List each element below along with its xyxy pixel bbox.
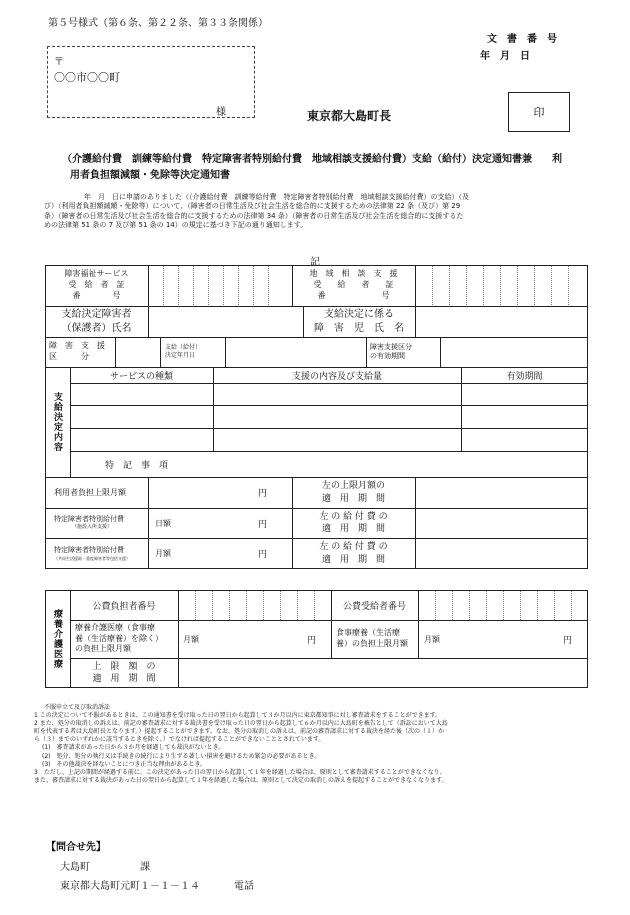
document-title-line1: （介護給付費 訓練等給付費 特定障害者特別給付費 地域相談支援給付費）支給（給付）決定通知書兼 利: [62, 154, 562, 165]
contact-phone-label: 電話: [234, 881, 254, 892]
seal-box: [508, 92, 570, 132]
notice-body: [44, 193, 604, 231]
note-3b: また、審査請求に対する裁決があった日の翌日から起算して１年を経過した場合は、原則として決定の取消しの訴えを提起することができなくなります。: [34, 776, 448, 784]
monthly-amount-label: 月額: [155, 549, 171, 558]
local-cert-label: 地 域 相 談 支 援 受 給 者 証 番 号: [309, 269, 398, 300]
daily-yen: 円: [258, 519, 268, 530]
medical-limit-label: 療養介護医療（食事療 養（生活療養）を除く） の負担上限月額: [75, 622, 163, 654]
date-line: 年 月 日: [480, 51, 530, 62]
class-validity-label: 障害支援区分 の有効期間: [370, 342, 412, 360]
address-box: [47, 46, 255, 118]
recipient-number-label: 公費受給者番号: [342, 601, 406, 612]
appeal-notes: [34, 704, 606, 785]
special-benefit-facility-label: 特定障害者特別給付費 （施設入所支援）: [54, 514, 124, 531]
note-sub-2: (2) 処分、処分の執行又は手続きの続行により生ずる著しい損害を避けるため緊急の必要があるとき。: [42, 752, 321, 760]
payer-number-label: 公費負担者番号: [92, 601, 156, 612]
body-line: び）（利用者負担額減額・免除等）について、（障害者の日常生活及び社会生活を総合的に支援するための法律第 22 条（及び）第 29: [44, 202, 461, 211]
note-sub-3: (3) その他裁決を経ないことにつき正当な理由があるとき。: [42, 760, 207, 768]
seal-label: 印: [533, 106, 545, 119]
meal-yen: 円: [563, 635, 573, 646]
address-city: 〇〇市〇〇町: [54, 71, 120, 84]
medical-period-label: 上 限 額 の 適 用 期 間: [92, 661, 156, 684]
benefit-period-label: 左 の 給 付 費 の 適 用 期 間: [319, 511, 388, 534]
ki-label: 記: [310, 257, 320, 268]
content-side-label: 支給決定内容: [52, 392, 62, 452]
note-sub-1: (1) 審査請求があった日から３か月を経過しても裁決がないとき。: [42, 744, 225, 752]
issuer-name: 東京都大島町長: [307, 109, 392, 123]
meal-limit-label: 食事療養（生活療 養）の負担上限月額: [336, 628, 408, 648]
limit-period-label: 左の上限月額の 適 用 期 間: [321, 481, 385, 504]
daily-amount-label: 日額: [155, 518, 171, 528]
note-1: 1 この決定について不服があるときは、この通知書を受け取った日の翌日から起算して３か月以内に東京都知事に対し審査請求をすることができます。: [34, 712, 442, 720]
note-2b: 町を代表する者は大島町長となります。）提起することができます。なお、処分の取消しの訴えは、前記の審査請求に対する裁決を経た後（次の（１）か: [34, 728, 445, 736]
document-title-line2: 用者負担額減額・免除等決定通知書: [70, 170, 230, 181]
contact-department: 大島町 課: [60, 862, 150, 873]
medical-yen: 円: [307, 635, 317, 646]
special-benefit-group-label: 特定障害者特別給付費 （共同生活援助・重度障害者等包括支援）: [54, 546, 130, 561]
col-amount-header: 支援の内容及び支給量: [291, 371, 382, 382]
col-service-header: サービスの種類: [109, 371, 173, 382]
meal-monthly-label: 月額: [424, 634, 440, 644]
child-name-label: 支給決定に係る 障 害 児 氏 名: [314, 309, 404, 334]
addressee-honorific: 様: [216, 107, 226, 118]
recipient-cert-label: 障害福祉サービス 受 給 者 証 番 号: [64, 269, 129, 300]
note-2a: 2 また、処分の取消しの訴えは、前記の審査請求に対する裁決書を受け取った日の翌日から起算して６か月以内に大島町を被告として（訴訟において大島: [34, 720, 448, 728]
col-valid-header: 有効期間: [506, 371, 543, 382]
contact-heading: 【問合せ先】: [46, 842, 106, 853]
medical-side-label: 療養介護医療: [52, 609, 62, 669]
monthly-yen: 円: [258, 550, 268, 560]
decision-date-label: 支給（給付） 決定年月日: [165, 343, 202, 359]
note-2c: ら（３）までのいずれかに該当するときを除く。）でなければ提起することができないこととされています。: [34, 736, 325, 744]
burden-limit-yen: 円: [258, 489, 268, 499]
special-notes-label: 特 記 事 項: [105, 460, 169, 471]
body-line: めの法律第 51 条の 7 及び第 51 条の 14）の規定に基づき下記の通り通知します。: [44, 221, 308, 230]
decided-person-label: 支給決定障害者 （保護者）氏名: [61, 309, 132, 334]
body-line: 条）（障害者の日常生活及び社会生活を総合的に支援するための法律第 34 条）（障害者の日常生活及び社会生活を総合的に支援するた: [44, 211, 464, 220]
note-3a: 3 ただし、上記の期間が経過する前に、この決定があった日の翌日から起算して１年を経過した場合は、原則として審査請求することができなくなり、: [34, 768, 446, 776]
body-line: 年 月 日に申請のありました（（介護給付費 訓練等給付費 特定障害者特別給付費 地域相談支援給付費）の支給）（及: [84, 193, 469, 201]
postal-mark: 〒: [54, 57, 64, 68]
burden-limit-label: 利用者負担上限月額: [54, 488, 126, 497]
form-number: 第５号様式（第６条、第２２条、第３３条関係）: [48, 18, 268, 29]
benefit-period-label-2: 左 の 給 付 費 の 適 用 期 間: [319, 542, 388, 565]
notes-heading: 不服申立て及び取消訴訟: [44, 704, 111, 711]
document-number-label: 文 書 番 号: [487, 34, 557, 45]
support-class-label: 障 害 支 援 区 分: [49, 341, 105, 361]
medical-monthly-label: 月額: [183, 634, 199, 644]
contact-address: 東京都大島町元町１－１－１４: [60, 881, 200, 892]
